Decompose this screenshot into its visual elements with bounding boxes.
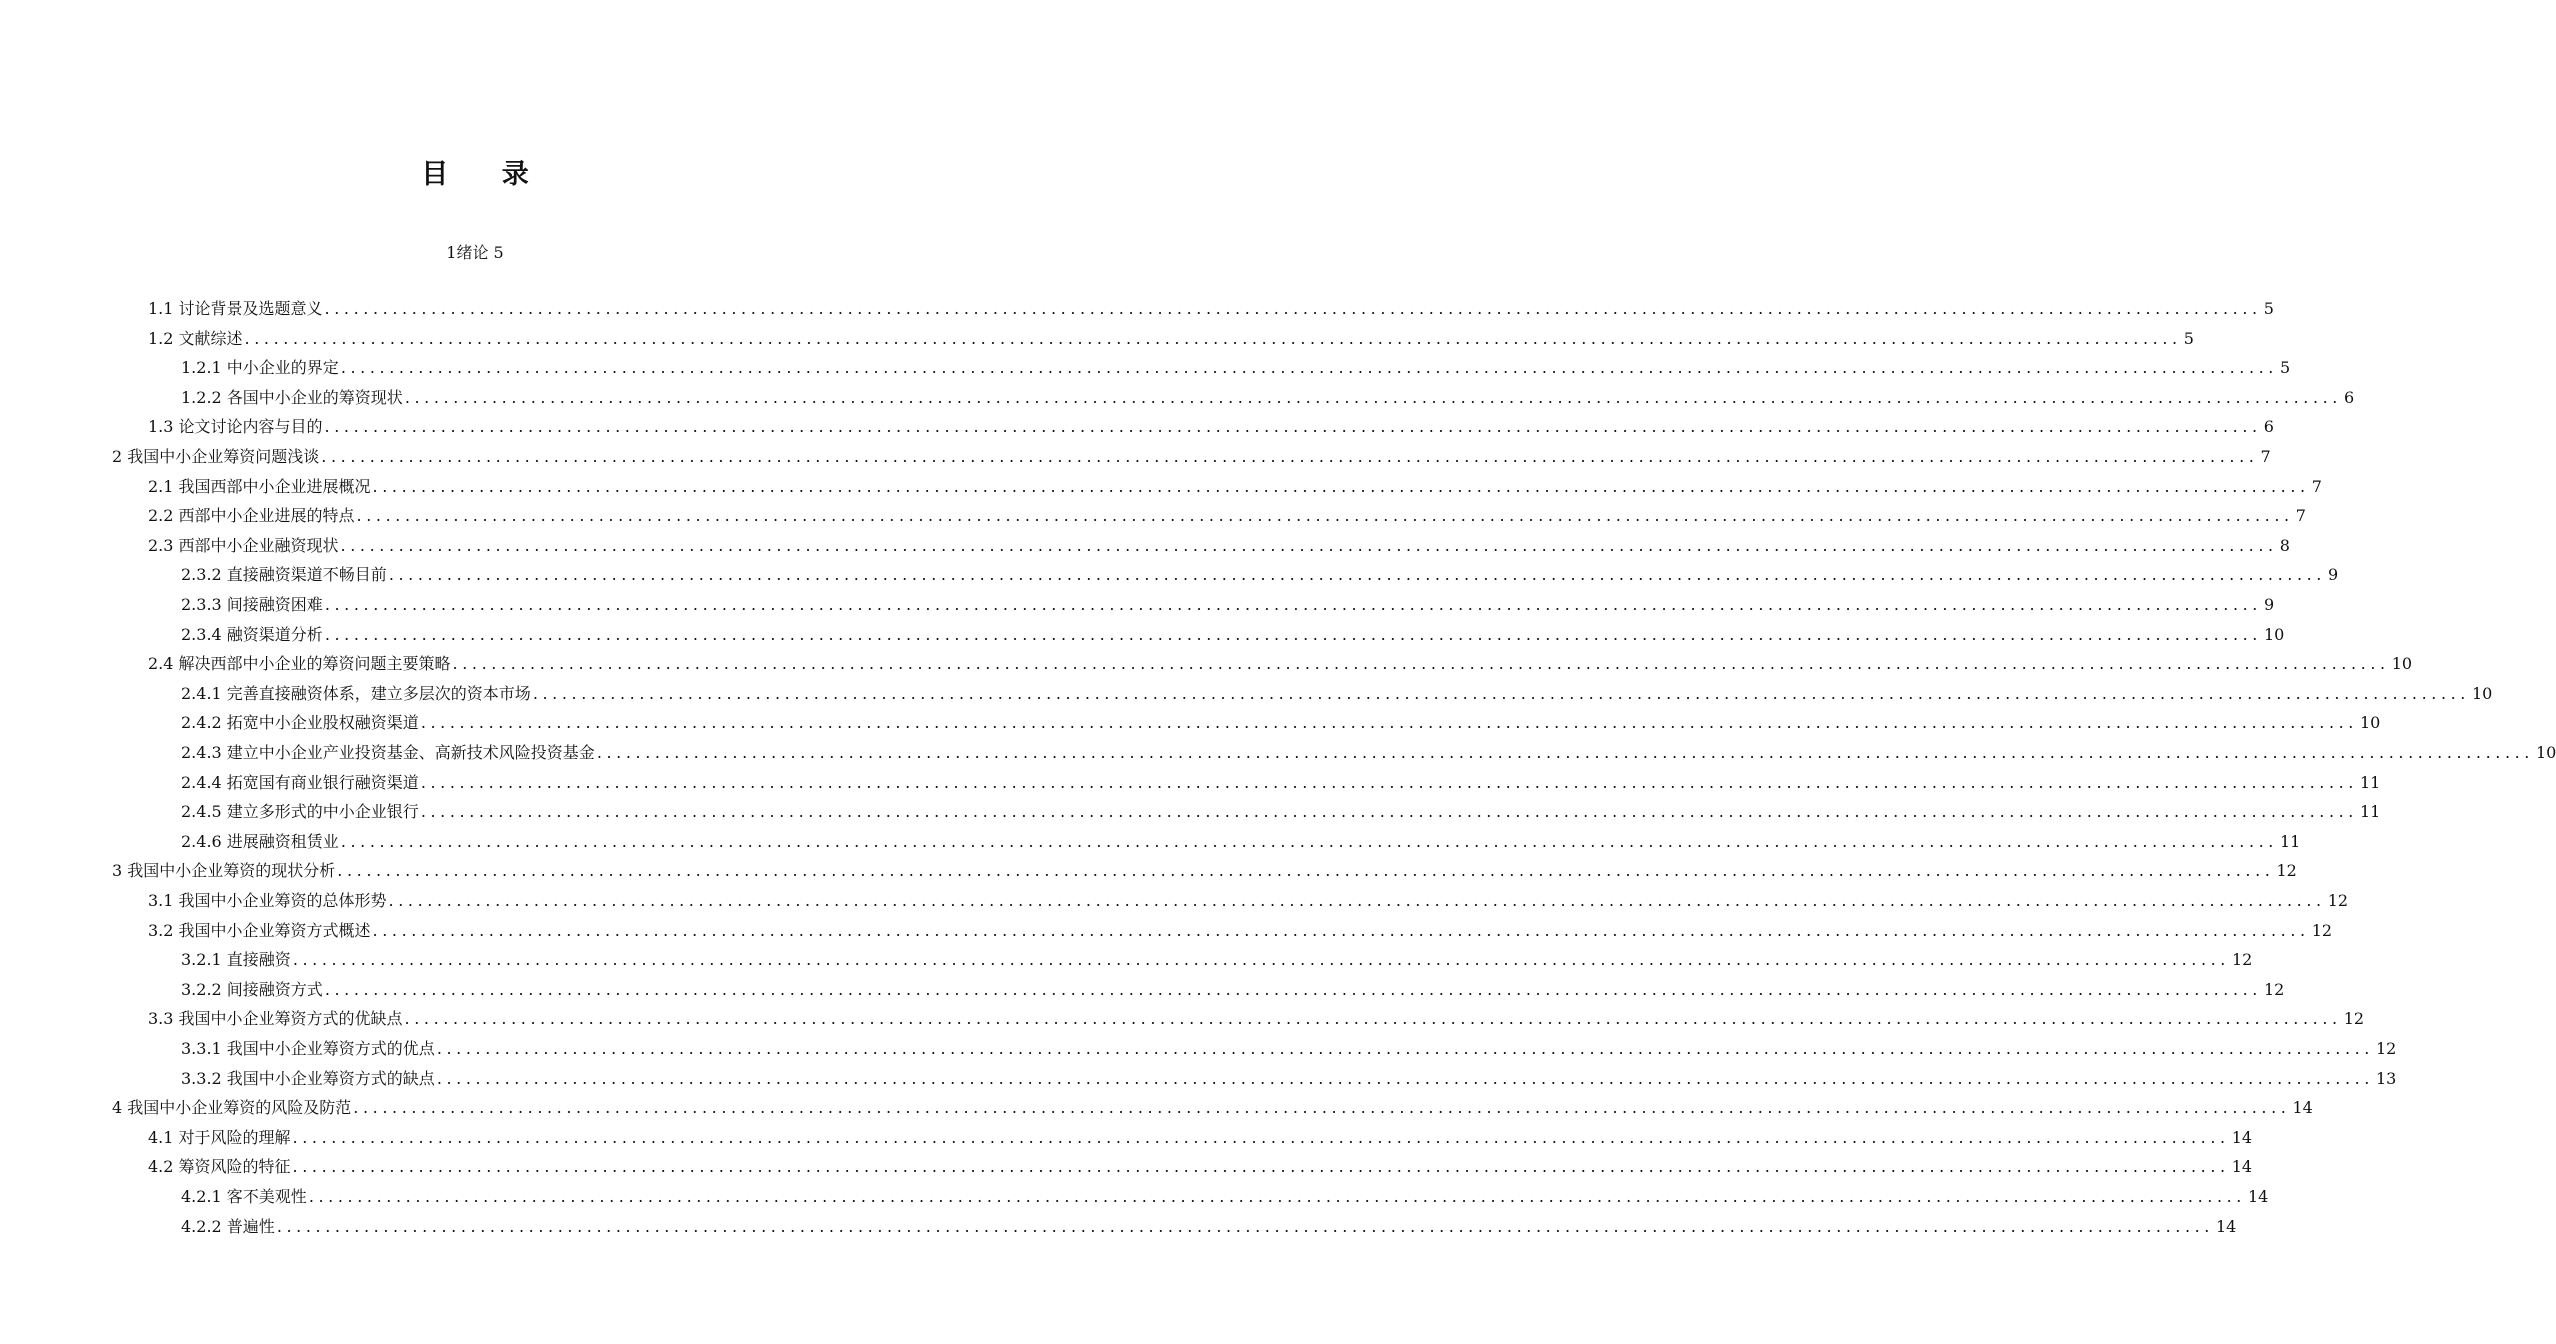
toc-entry-label: 3.1 我国中小企业筹资的总体形势 bbox=[148, 891, 387, 910]
toc-entry-page: 6 bbox=[2344, 387, 2355, 407]
toc-entry bbox=[148, 890, 2349, 912]
toc-entry bbox=[112, 1097, 2313, 1119]
toc-entry-label: 3 我国中小企业筹资的现状分析 bbox=[112, 861, 336, 881]
toc-entry bbox=[148, 535, 2290, 557]
toc-leader-dots: ........................................................................................................................................................................................................ bbox=[436, 1068, 2374, 1088]
toc-entry-label: 2.4 解决西部中小企业的筹资问题主要策略 bbox=[148, 654, 451, 674]
toc-leader-dots: ........................................................................................................................................................................................................ bbox=[292, 1157, 2230, 1177]
toc-entry-page: 14 bbox=[2248, 1187, 2269, 1206]
toc-entry-label: 2.3.2 直接融资渠道不畅目前 bbox=[181, 565, 387, 585]
toc-entry-label: 3.3 我国中小企业筹资方式的优缺点 bbox=[148, 1009, 403, 1029]
toc-entry bbox=[181, 712, 2381, 734]
toc-entry-page: 10 bbox=[2472, 683, 2493, 703]
toc-entry-label: 3.3.1 我国中小企业筹资方式的优点 bbox=[181, 1039, 435, 1058]
toc-leader-dots: ........................................................................................................................................................................................................ bbox=[420, 772, 2358, 792]
toc-entry bbox=[148, 416, 2274, 438]
toc-entry bbox=[148, 1127, 2253, 1149]
page-title: 目 录 bbox=[421, 159, 551, 190]
toc-leader-dots: ........................................................................................................................................................................................................ bbox=[340, 535, 2278, 555]
toc-entry-page: 12 bbox=[2376, 1039, 2397, 1058]
toc-entry bbox=[181, 742, 2556, 764]
toc-entry-label: 2.4.3 建立中小企业产业投资基金、高新技术风险投资基金 bbox=[181, 743, 595, 762]
toc-entry-label: 2.1 我国西部中小企业进展概况 bbox=[148, 476, 371, 496]
toc-entry bbox=[181, 1186, 2269, 1208]
toc-entry-label: 2 我国中小企业筹资问题浅谈 bbox=[112, 447, 320, 466]
toc-entry-label: 2.3.3 间接融资困难 bbox=[181, 595, 323, 614]
toc-entry-label: 1.2 文献综述 bbox=[148, 328, 243, 348]
toc-entry bbox=[181, 624, 2285, 646]
toc-leader-dots: ........................................................................................................................................................................................................ bbox=[292, 1127, 2230, 1147]
toc-leader-dots: ........................................................................................................................................................................................................ bbox=[324, 299, 2262, 318]
toc-entry-page: 7 bbox=[2295, 506, 2306, 526]
toc-entry-page: 10 bbox=[2360, 713, 2381, 733]
toc-entry-page: 9 bbox=[2328, 565, 2339, 585]
toc-entry-page: 11 bbox=[2360, 772, 2381, 792]
toc-leader-dots: ........................................................................................................................................................................................................ bbox=[324, 417, 2262, 437]
toc-entry bbox=[181, 387, 2355, 409]
toc-entry bbox=[181, 949, 2253, 971]
toc-entry-label: 2.3 西部中小企业融资现状 bbox=[148, 535, 339, 555]
toc-entry-label: 4.2.2 普遍性 bbox=[181, 1216, 275, 1236]
toc-entry bbox=[148, 1156, 2253, 1178]
toc-leader-dots: ........................................................................................................................................................................................................ bbox=[324, 624, 2262, 644]
toc-entry bbox=[112, 446, 2271, 468]
toc-leader-dots: ........................................................................................................................................................................................................ bbox=[308, 1187, 2246, 1206]
toc-entry-page: 10 bbox=[2536, 743, 2556, 762]
toc-leader-dots: ........................................................................................................................................................................................................ bbox=[596, 743, 2534, 762]
toc-entry-page: 9 bbox=[2264, 595, 2275, 614]
toc-entry-label: 2.3.4 融资渠道分析 bbox=[181, 624, 323, 644]
toc-entry-page: 12 bbox=[2311, 920, 2333, 940]
toc-entry-label: 4.1 对于风险的理解 bbox=[148, 1127, 291, 1147]
toc-leader-dots: ........................................................................................................................................................................................................ bbox=[452, 654, 2390, 674]
toc-entry-page: 12 bbox=[2232, 950, 2253, 970]
toc-leader-dots: ........................................................................................................................................................................................................ bbox=[420, 713, 2358, 733]
toc-leader-dots: ........................................................................................................................................................................................................ bbox=[276, 1216, 2214, 1236]
toc-entry-page: 12 bbox=[2343, 1009, 2365, 1029]
toc-subtitle: 1绪论 5 bbox=[446, 243, 504, 262]
toc-entry bbox=[148, 328, 2194, 350]
toc-entry bbox=[181, 1216, 2237, 1238]
toc-entry-page: 11 bbox=[2360, 802, 2381, 822]
toc-leader-dots: ........................................................................................................................................................................................................ bbox=[404, 387, 2342, 407]
toc-entry-page: 6 bbox=[2263, 417, 2274, 437]
toc-entry-label: 2.4.1 完善直接融资体系，建立多层次的资本市场 bbox=[181, 683, 531, 703]
toc-leader-dots: ........................................................................................................................................................................................................ bbox=[372, 476, 2310, 496]
toc-entry-label: 3.2.1 直接融资 bbox=[181, 950, 291, 970]
toc-entry bbox=[181, 772, 2381, 794]
toc-entry-page: 5 bbox=[2280, 358, 2291, 378]
toc-entry bbox=[181, 831, 2301, 853]
toc-entry bbox=[148, 505, 2306, 527]
toc-entry bbox=[181, 564, 2339, 586]
toc-entry-label: 4.2 筹资风险的特征 bbox=[148, 1157, 291, 1177]
toc-entry-label: 1.1 讨论背景及选题意义 bbox=[148, 299, 323, 318]
toc-entry-label: 1.2.2 各国中小企业的筹资现状 bbox=[181, 387, 403, 407]
toc-leader-dots: ........................................................................................................................................................................................................ bbox=[356, 506, 2294, 526]
toc-leader-dots: ........................................................................................................................................................................................................ bbox=[340, 358, 2278, 378]
toc-entry-page: 14 bbox=[2216, 1216, 2237, 1236]
toc-leader-dots: ........................................................................................................................................................................................................ bbox=[324, 979, 2262, 999]
toc-entry-page: 5 bbox=[2183, 328, 2194, 348]
toc-entry bbox=[181, 1038, 2397, 1060]
toc-entry bbox=[181, 979, 2285, 1001]
toc-entry-page: 14 bbox=[2231, 1127, 2253, 1147]
toc-entry bbox=[181, 683, 2493, 705]
toc-entry-page: 13 bbox=[2376, 1068, 2397, 1088]
toc-entry-page: 14 bbox=[2292, 1098, 2313, 1118]
toc-entry-page: 7 bbox=[2260, 447, 2271, 466]
toc-entry-page: 7 bbox=[2311, 476, 2322, 496]
toc-entry bbox=[148, 1008, 2365, 1030]
toc-entry-label: 3.2.2 间接融资方式 bbox=[181, 979, 323, 999]
toc-leader-dots: ........................................................................................................................................................................................................ bbox=[420, 802, 2358, 822]
toc-entry-label: 2.4.6 进展融资租赁业 bbox=[181, 831, 339, 851]
toc-leader-dots: ........................................................................................................................................................................................................ bbox=[436, 1039, 2374, 1058]
toc-leader-dots: ........................................................................................................................................................................................................ bbox=[321, 447, 2259, 466]
toc-entry-label: 2.2 西部中小企业进展的特点 bbox=[148, 506, 355, 526]
toc-entry bbox=[148, 476, 2322, 498]
toc-entry bbox=[181, 1068, 2397, 1090]
toc-entry-page: 11 bbox=[2280, 831, 2301, 851]
toc-entry-label: 4.2.1 客不美观性 bbox=[181, 1187, 307, 1206]
toc-entry-page: 8 bbox=[2279, 535, 2290, 555]
toc-entry-label: 2.4.2 拓宽中小企业股权融资渠道 bbox=[181, 713, 419, 733]
toc-entry-page: 5 bbox=[2263, 299, 2274, 318]
toc-entry bbox=[181, 357, 2291, 379]
toc-leader-dots: ........................................................................................................................................................................................................ bbox=[324, 595, 2262, 614]
toc-entry-page: 12 bbox=[2327, 891, 2349, 910]
toc-entry-page: 10 bbox=[2264, 624, 2285, 644]
toc-entry-label: 1.3 论文讨论内容与目的 bbox=[148, 417, 323, 437]
toc-entry-label: 2.4.4 拓宽国有商业银行融资渠道 bbox=[181, 772, 419, 792]
toc-entry-page: 14 bbox=[2231, 1157, 2253, 1177]
toc-leader-dots: ........................................................................................................................................................................................................ bbox=[372, 920, 2310, 940]
toc-leader-dots: ........................................................................................................................................................................................................ bbox=[404, 1009, 2342, 1029]
toc-entry-page: 12 bbox=[2276, 861, 2297, 881]
toc-leader-dots: ........................................................................................................................................................................................................ bbox=[353, 1098, 2291, 1118]
toc-leader-dots: ........................................................................................................................................................................................................ bbox=[244, 328, 2182, 348]
toc-entry-label: 3.3.2 我国中小企业筹资方式的缺点 bbox=[181, 1068, 435, 1088]
toc-entry bbox=[181, 801, 2381, 823]
toc-leader-dots: ........................................................................................................................................................................................................ bbox=[388, 565, 2326, 585]
toc-entry bbox=[112, 860, 2297, 882]
toc-entry bbox=[148, 653, 2413, 675]
toc-entry bbox=[148, 920, 2333, 942]
toc-leader-dots: ........................................................................................................................................................................................................ bbox=[340, 831, 2278, 851]
toc-leader-dots: ........................................................................................................................................................................................................ bbox=[532, 683, 2470, 703]
toc-entry-page: 12 bbox=[2264, 979, 2285, 999]
toc-entry bbox=[148, 298, 2274, 320]
toc-leader-dots: ........................................................................................................................................................................................................ bbox=[292, 950, 2230, 970]
toc-entry-label: 2.4.5 建立多形式的中小企业银行 bbox=[181, 802, 419, 822]
toc-entry-label: 3.2 我国中小企业筹资方式概述 bbox=[148, 920, 371, 940]
toc-entry-page: 10 bbox=[2391, 654, 2413, 674]
toc-leader-dots: ........................................................................................................................................................................................................ bbox=[388, 891, 2326, 910]
toc-entry-label: 4 我国中小企业筹资的风险及防范 bbox=[112, 1098, 352, 1118]
toc-entry-label: 1.2.1 中小企业的界定 bbox=[181, 358, 339, 378]
toc-entry bbox=[181, 594, 2275, 616]
toc-leader-dots: ........................................................................................................................................................................................................ bbox=[337, 861, 2275, 881]
